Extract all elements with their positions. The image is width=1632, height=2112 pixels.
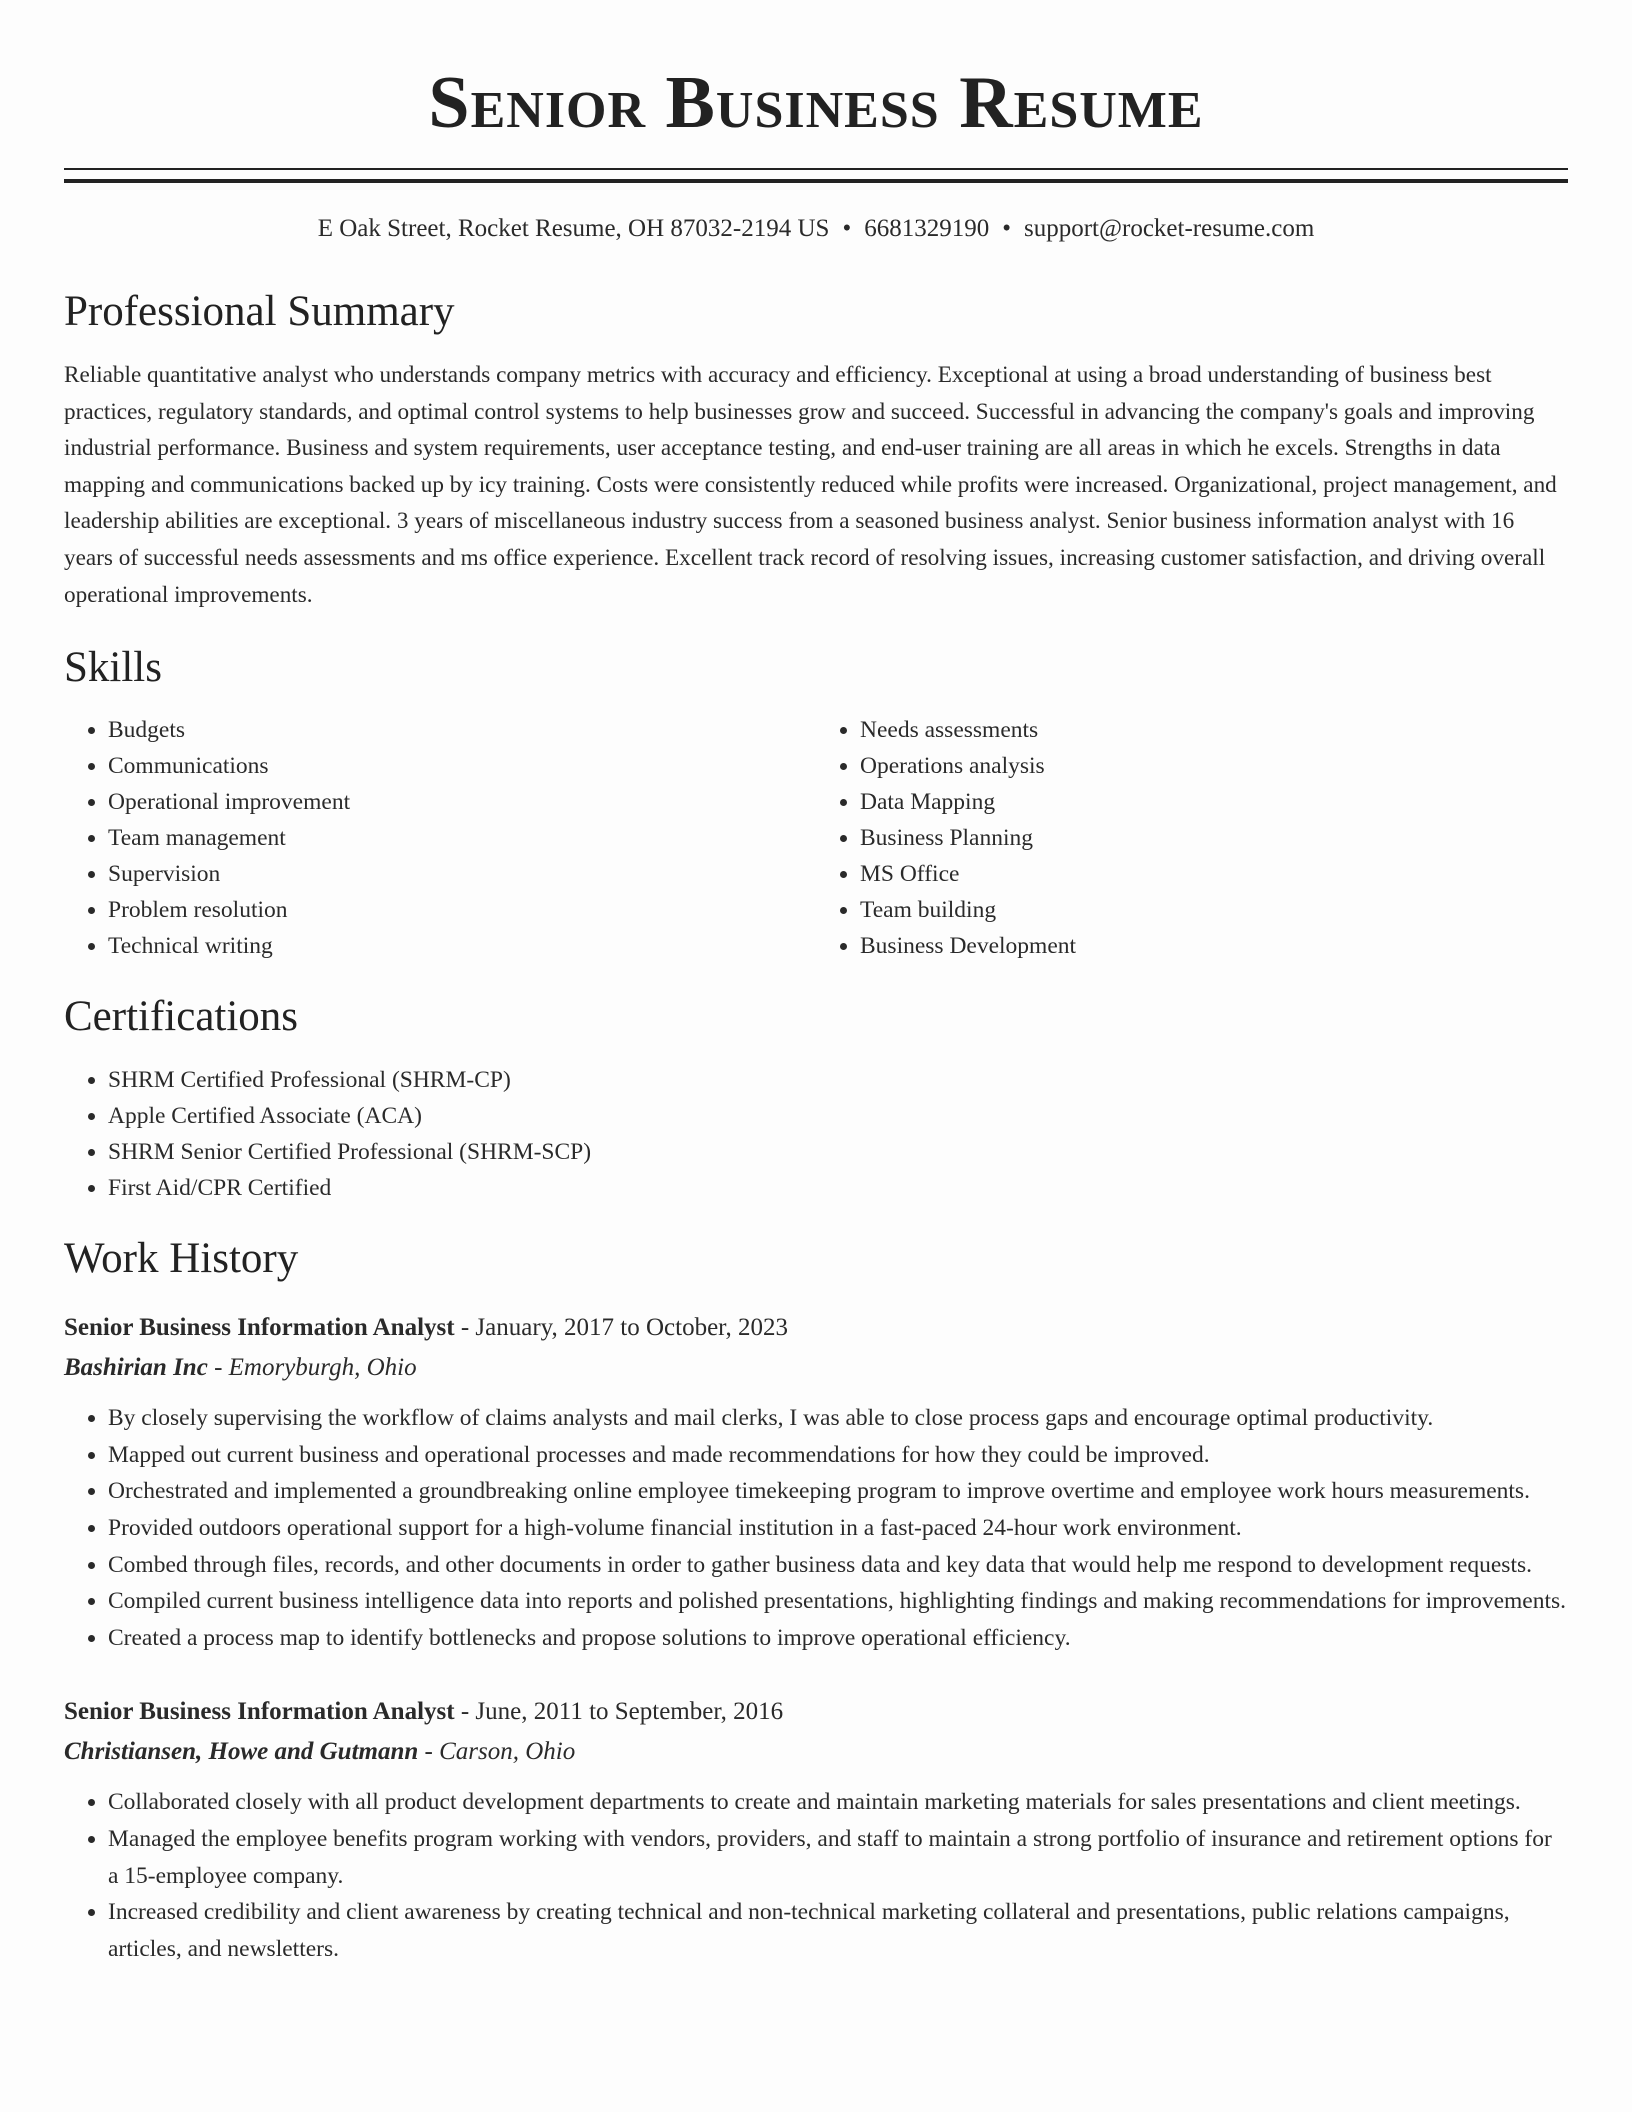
company-name: Bashirian Inc <box>64 1354 208 1382</box>
skill-item: • Business Planning <box>860 820 1568 856</box>
contact-line <box>64 213 1568 245</box>
contact-phone: 6681329190 <box>864 215 990 242</box>
job-dates: - January, 2017 to October, 2023 <box>460 1314 789 1342</box>
job-bullet: • Managed the employee benefits program working with vendors, providers, and staff to maintain a strong portfolio of insurance and retirement options for a 15-employee company. <box>108 1821 1568 1894</box>
job-bullet: • Increased credibility and client awareness by creating technical and non-technical marketing collateral and presentations, public relations campaigns, articles, and newsletters. <box>108 1894 1568 1967</box>
skill-item: • Communications <box>108 748 816 784</box>
job-bullet: • Created a process map to identify bottlenecks and propose solutions to improve operational efficiency. <box>108 1620 1568 1657</box>
skill-item: • Team management <box>108 820 816 856</box>
summary-text: Reliable quantitative analyst who understands company metrics with accuracy and efficiency. Exceptional at using a broad understanding of business best practices, regulatory standards, and optimal control systems to help businesses grow and succeed. Successful in advancing the company's goals and improving industrial performance. Business and system requirements, user acceptance testing, and end-user training are all areas in which he excels. Strengths in data mapping and communications backed up by icy training. Costs were consistently reduced while profits were increased. Organizational, project management, and leadership abilities are exceptional. 3 years of miscellaneous industry success from a seasoned business analyst. Senior business information analyst with 16 years of successful needs assessments and ms office experience. Excellent track record of resolving issues, increasing customer satisfaction, and driving overall operational improvements. <box>64 362 1557 608</box>
skill-item: • Needs assessments <box>860 712 1568 748</box>
skill-item: • Problem resolution <box>108 892 816 928</box>
job-title: Senior Business Information Analyst <box>64 1314 455 1342</box>
skill-item: • Business Development <box>860 928 1568 964</box>
title-double-rule <box>64 168 1568 183</box>
company-line <box>64 1348 1568 1388</box>
summary-heading: Professional Summary <box>64 288 455 335</box>
skill-item: • Supervision <box>108 856 816 892</box>
job-bullet: • By closely supervising the workflow of claims analysts and mail clerks, I was able to close process gaps and encourage optimal productivity. <box>108 1400 1568 1437</box>
company-location: - Emoryburgh, Ohio <box>214 1354 417 1382</box>
skill-item: • Budgets <box>108 712 816 748</box>
job-bullet: • Combed through files, records, and other documents in order to gather business data and key data that would help me respond to development requests. <box>108 1547 1568 1584</box>
skill-item: • Operational improvement <box>108 784 816 820</box>
certifications-heading: Certifications <box>64 993 299 1041</box>
company-name: Christiansen, Howe and Gutmann <box>64 1738 419 1766</box>
certification-item: • First Aid/CPR Certified <box>108 1170 1568 1206</box>
skills-left-list <box>64 712 816 964</box>
skills-right-list <box>816 712 1568 964</box>
contact-email: support@rocket-resume.com <box>1023 215 1315 242</box>
certification-item: • SHRM Certified Professional (SHRM-CP) <box>108 1062 1568 1098</box>
job-title-line <box>64 1692 1568 1732</box>
skills-heading: Skills <box>64 644 162 692</box>
job-entry <box>64 1308 1568 1656</box>
job-bullet: • Compiled current business intelligence data into reports and polished presentations, highlighting findings and making recommendations for improvements. <box>108 1583 1568 1620</box>
job-bullets <box>64 1400 1568 1656</box>
skills-columns <box>64 712 1568 964</box>
skill-item: • MS Office <box>860 856 1568 892</box>
certification-item: • Apple Certified Associate (ACA) <box>108 1098 1568 1134</box>
company-location: - Carson, Ohio <box>424 1738 576 1766</box>
certifications-list <box>64 1062 1568 1206</box>
skill-item: • Operations analysis <box>860 748 1568 784</box>
company-line <box>64 1732 1568 1772</box>
resume-title: Senior Business Resume <box>428 62 1204 144</box>
skill-item: • Data Mapping <box>860 784 1568 820</box>
skill-item: • Team building <box>860 892 1568 928</box>
job-bullet: • Provided outdoors operational support for a high-volume financial institution in a fast-paced 24-hour work environment. <box>108 1510 1568 1547</box>
job-title-line <box>64 1308 1568 1348</box>
contact-address: E Oak Street, Rocket Resume, OH 87032-2194 US <box>317 215 830 242</box>
job-dates: - June, 2011 to September, 2016 <box>460 1698 784 1726</box>
contact-separator: • <box>842 215 852 242</box>
job-bullets <box>64 1784 1568 1967</box>
work-history-heading: Work History <box>64 1235 299 1283</box>
contact-separator: • <box>1002 215 1011 242</box>
certification-item: • SHRM Senior Certified Professional (SHRM-SCP) <box>108 1134 1568 1170</box>
job-bullet: • Mapped out current business and operational processes and made recommendations for how they could be improved. <box>108 1437 1568 1474</box>
job-entry <box>64 1692 1568 1967</box>
job-title: Senior Business Information Analyst <box>64 1698 455 1726</box>
job-bullet: • Collaborated closely with all product development departments to create and maintain marketing materials for sales presentations and client meetings. <box>108 1784 1568 1821</box>
skill-item: • Technical writing <box>108 928 816 964</box>
job-bullet: • Orchestrated and implemented a groundbreaking online employee timekeeping program to improve overtime and employee work hours measurements. <box>108 1473 1568 1510</box>
